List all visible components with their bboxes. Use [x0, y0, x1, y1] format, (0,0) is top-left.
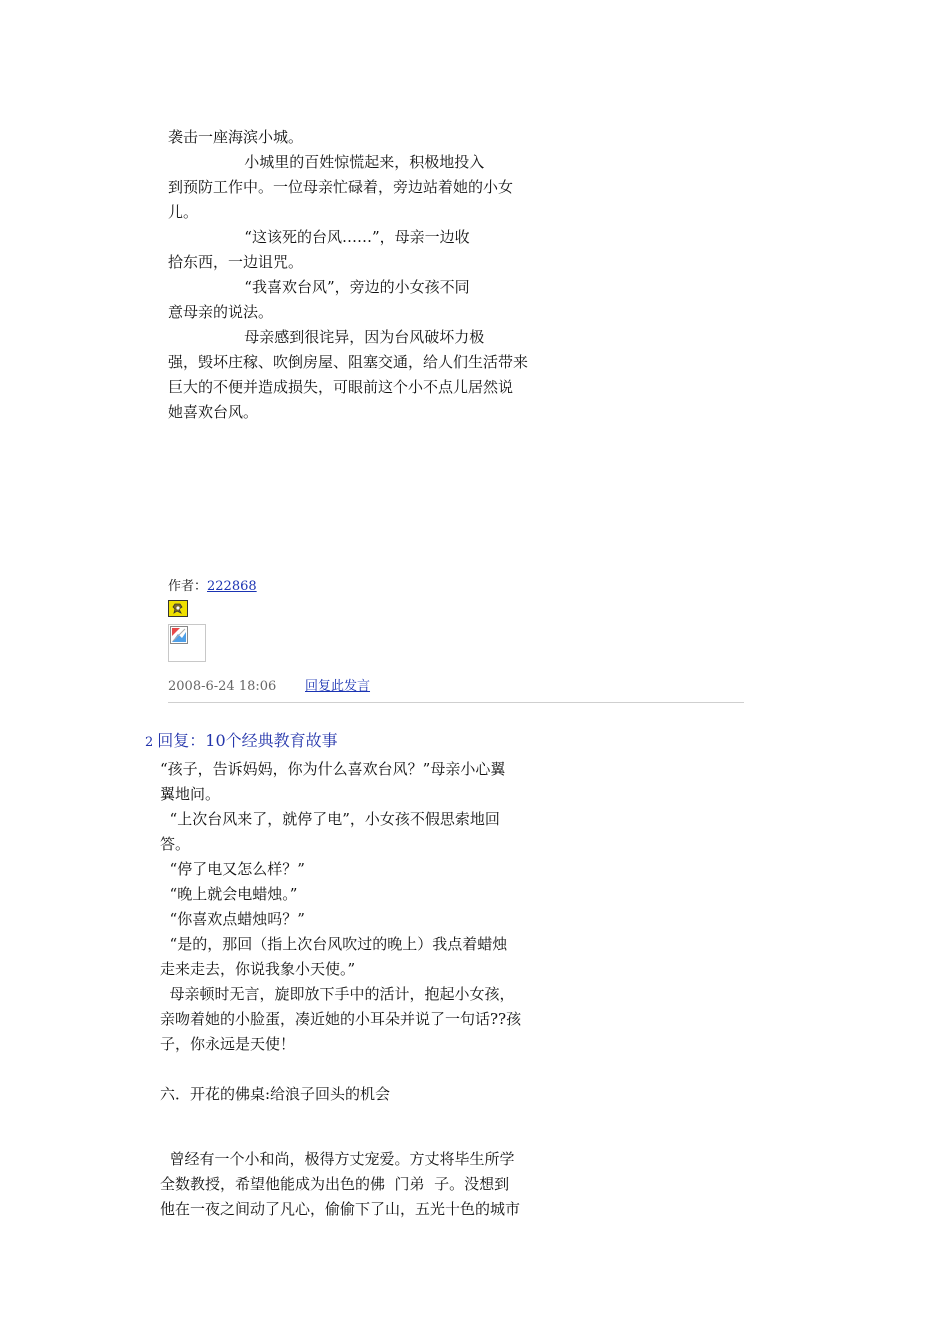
reply-link[interactable]: 回复此发言	[305, 679, 371, 694]
reply-heading	[145, 730, 338, 754]
story-line: 子，你永远是天使！	[160, 1035, 296, 1053]
story-line: 小城里的百姓惊慌起来，积极地投入	[168, 153, 485, 171]
author-link[interactable]: 222868	[207, 579, 257, 594]
user-badge-icon	[168, 600, 188, 617]
story-line: “你喜欢点蜡烛吗？”	[160, 910, 305, 928]
story-line: 母亲感到很诧异，因为台风破坏力极	[168, 328, 485, 346]
story-line: “是的，那回（指上次台风吹过的晚上）我点着蜡烛	[160, 935, 508, 953]
broken-image-icon	[170, 626, 188, 644]
story-part-2	[160, 757, 570, 1222]
story-line: 巨大的不便并造成损失，可眼前这个小不点儿居然说	[168, 378, 514, 396]
avatar	[168, 624, 206, 662]
story-line: 亲吻着她的小脸蛋，凑近她的小耳朵并说了一句话??孩	[160, 1010, 522, 1028]
author-line	[168, 578, 257, 596]
post-meta	[168, 678, 371, 696]
story-line: “孩子，告诉妈妈，你为什么喜欢台风？”母亲小心翼	[160, 760, 506, 778]
divider	[168, 702, 744, 703]
story-line: “停了电又怎么样？”	[160, 860, 305, 878]
story-line: 袭击一座海滨小城。	[168, 128, 304, 146]
reply-number: 2	[145, 735, 154, 750]
story-line: “上次台风来了，就停了电”，小女孩不假思索地回	[160, 810, 500, 828]
story-line: “晚上就会电蜡烛。”	[160, 885, 298, 903]
story-line: 走来走去，你说我象小天使。”	[160, 960, 356, 978]
story-line: 拾东西，一边诅咒。	[168, 253, 304, 271]
story-line: 翼地问。	[160, 785, 221, 803]
blank-line	[160, 1107, 570, 1147]
story-line: 意母亲的说法。	[168, 303, 274, 321]
reply-title[interactable]: 回复：10个经典教育故事	[157, 731, 338, 750]
post-date: 2008-6-24 18:06	[168, 679, 277, 694]
story-line: 到预防工作中。一位母亲忙碌着，旁边站着她的小女	[168, 178, 514, 196]
story-part-1	[168, 125, 568, 425]
story-line: 母亲顿时无言，旋即放下手中的活计，抱起小女孩，	[160, 985, 515, 1003]
story-line: 曾经有一个小和尚，极得方丈宠爱。方丈将毕生所学	[160, 1150, 515, 1168]
story-line: “这该死的台风……”，母亲一边收	[168, 228, 470, 246]
story-line: 全数教授，希望他能成为出色的佛 门弟 子。没想到	[160, 1175, 510, 1193]
story-line: 她喜欢台风。	[168, 403, 259, 421]
story-line: 儿。	[168, 203, 199, 221]
author-label: 作者：	[168, 579, 208, 594]
badge-glyph	[169, 601, 187, 616]
story-line: 答。	[160, 835, 191, 853]
blank-line	[160, 1057, 570, 1082]
story-line: 他在一夜之间动了凡心，偷偷下了山，五光十色的城市	[160, 1200, 521, 1218]
story-line: “我喜欢台风”，旁边的小女孩不同	[168, 278, 470, 296]
story-line: 强，毁坏庄稼、吹倒房屋、阻塞交通，给人们生活带来	[168, 353, 529, 371]
section-heading: 六．开花的佛桌:给浪子回头的机会	[160, 1085, 391, 1103]
